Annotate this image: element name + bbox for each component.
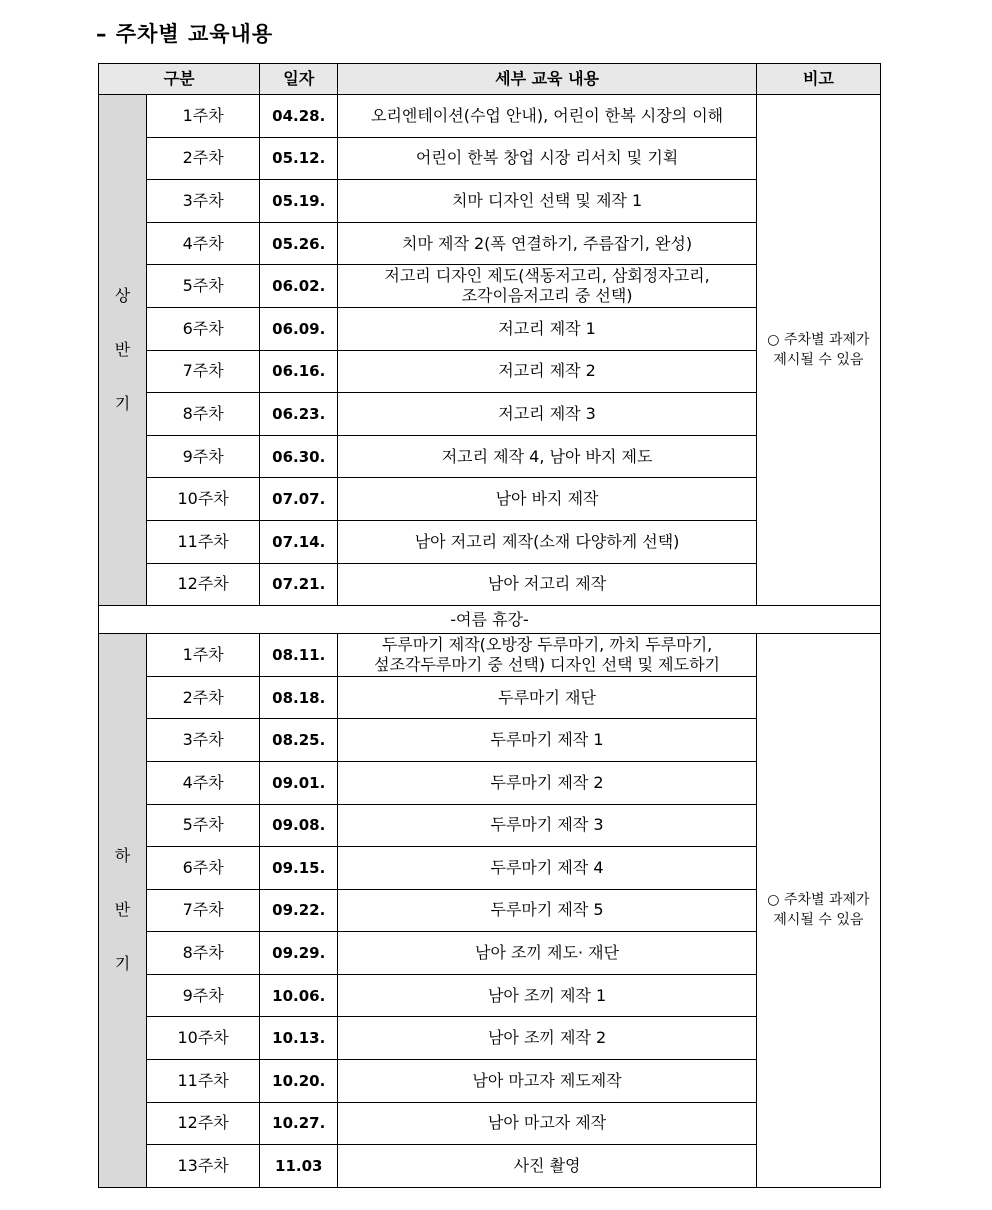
note-line: ○ 주차별 과제가 [767, 892, 870, 909]
content-line: 섶조각두루마기 중 선택) 디자인 선택 및 제도하기 [374, 654, 720, 674]
schedule-body [99, 95, 881, 1188]
table-header-row [99, 64, 881, 95]
content-line: 두루마기 제작 2 [490, 772, 604, 792]
week-cell: 2주차 [147, 676, 260, 719]
content-cell [338, 1017, 757, 1060]
content-line: 두루마기 제작(오방장 두루마기, 까치 두루마기, [381, 634, 713, 654]
content-line: 어린이 한복 창업 시장 리서치 및 기획 [415, 148, 679, 168]
date-cell: 04.28. [260, 95, 338, 138]
table-row [99, 634, 881, 677]
content-line: 조각이음저고리 중 선택) [461, 286, 633, 306]
content-cell [338, 478, 757, 521]
content-line: 치마 제작 2(폭 연결하기, 주름잡기, 완성) [402, 233, 693, 253]
content-line: 두루마기 제작 3 [490, 815, 604, 835]
content-line: 저고리 디자인 제도(색동저고리, 삼회정자고리, [384, 266, 710, 286]
content-line: 두루마기 제작 1 [490, 730, 604, 750]
date-cell: 05.12. [260, 137, 338, 180]
week-cell: 13주차 [147, 1145, 260, 1188]
date-cell: 07.21. [260, 563, 338, 606]
content-cell [338, 393, 757, 436]
content-line: 남아 조끼 제도· 재단 [475, 943, 620, 963]
week-cell: 8주차 [147, 932, 260, 975]
date-cell: 09.29. [260, 932, 338, 975]
week-cell: 3주차 [147, 719, 260, 762]
second-half-note [756, 634, 880, 1188]
content-line: 두루마기 제작 5 [490, 900, 604, 920]
week-cell: 5주차 [147, 265, 260, 308]
date-cell: 07.07. [260, 478, 338, 521]
note-line: 제시될 수 있음 [773, 352, 864, 369]
week-cell: 9주차 [147, 974, 260, 1017]
content-cell [338, 180, 757, 223]
week-cell: 6주차 [147, 847, 260, 890]
content-cell [338, 222, 757, 265]
content-cell [338, 889, 757, 932]
second-half-label-char: 하 [114, 846, 131, 866]
content-line: 남아 저고리 제작 [487, 574, 607, 594]
date-cell: 06.16. [260, 350, 338, 393]
week-cell: 1주차 [147, 95, 260, 138]
content-cell [338, 847, 757, 890]
first-half-label-char: 기 [114, 394, 131, 414]
table-row [99, 95, 881, 138]
content-line: 남아 조끼 제작 1 [487, 985, 607, 1005]
content-line: 남아 마고자 제작 [487, 1113, 607, 1133]
content-line: 남아 저고리 제작(소재 다양하게 선택) [414, 531, 680, 551]
week-cell: 12주차 [147, 1102, 260, 1145]
content-cell [338, 676, 757, 719]
date-cell: 06.30. [260, 435, 338, 478]
content-cell [338, 1145, 757, 1188]
content-cell [338, 974, 757, 1017]
content-cell [338, 719, 757, 762]
week-cell: 4주차 [147, 222, 260, 265]
date-cell: 08.18. [260, 676, 338, 719]
date-cell: 09.01. [260, 761, 338, 804]
week-cell: 9주차 [147, 435, 260, 478]
date-cell: 10.27. [260, 1102, 338, 1145]
content-line: 저고리 제작 1 [498, 318, 596, 338]
week-cell: 7주차 [147, 889, 260, 932]
content-line: 남아 마고자 제도제작 [472, 1070, 622, 1090]
date-cell: 08.11. [260, 634, 338, 677]
date-cell: 07.14. [260, 520, 338, 563]
note-line: 제시될 수 있음 [773, 912, 864, 929]
week-cell: 3주차 [147, 180, 260, 223]
week-cell: 2주차 [147, 137, 260, 180]
week-cell: 10주차 [147, 478, 260, 521]
note-line: ○ 주차별 과제가 [767, 332, 870, 349]
content-cell [338, 563, 757, 606]
content-cell [338, 804, 757, 847]
content-line: 저고리 제작 2 [498, 361, 596, 381]
week-cell: 1주차 [147, 634, 260, 677]
date-cell: 05.26. [260, 222, 338, 265]
content-cell [338, 932, 757, 975]
date-cell: 06.23. [260, 393, 338, 436]
date-cell: 10.20. [260, 1060, 338, 1103]
content-cell [338, 95, 757, 138]
date-cell: 09.22. [260, 889, 338, 932]
date-cell: 06.09. [260, 307, 338, 350]
week-cell: 6주차 [147, 307, 260, 350]
date-cell: 09.15. [260, 847, 338, 890]
content-line: 저고리 제작 4, 남아 바지 제도 [441, 446, 653, 466]
week-cell: 5주차 [147, 804, 260, 847]
first-half-label-char: 상 [114, 286, 131, 306]
week-cell: 4주차 [147, 761, 260, 804]
second-half-label-char: 기 [114, 954, 131, 974]
date-cell: 08.25. [260, 719, 338, 762]
content-cell [338, 265, 757, 308]
content-cell [338, 307, 757, 350]
first-half-note [756, 95, 880, 606]
week-cell: 11주차 [147, 520, 260, 563]
content-cell [338, 761, 757, 804]
week-cell: 12주차 [147, 563, 260, 606]
content-line: 남아 조끼 제작 2 [487, 1028, 607, 1048]
content-cell [338, 435, 757, 478]
content-cell [338, 137, 757, 180]
summer-break-label: -여름 휴강- [99, 606, 881, 634]
page-heading: – 주차별 교육내용 [96, 22, 274, 46]
date-cell: 10.13. [260, 1017, 338, 1060]
content-cell [338, 350, 757, 393]
content-cell [338, 634, 757, 677]
date-cell: 05.19. [260, 180, 338, 223]
date-cell: 10.06. [260, 974, 338, 1017]
week-cell: 11주차 [147, 1060, 260, 1103]
header-section: 구분 [99, 64, 260, 95]
date-cell: 11.03 [260, 1145, 338, 1188]
week-cell: 10주차 [147, 1017, 260, 1060]
second-half-label-char: 반 [114, 900, 131, 920]
first-half-label-char: 반 [114, 340, 131, 360]
content-cell [338, 1102, 757, 1145]
week-cell: 8주차 [147, 393, 260, 436]
content-line: 두루마기 제작 4 [490, 857, 604, 877]
content-line: 남아 바지 제작 [495, 489, 599, 509]
date-cell: 06.02. [260, 265, 338, 308]
first-half-label [99, 95, 147, 606]
content-line: 두루마기 재단 [498, 687, 596, 707]
header-date: 일자 [260, 64, 338, 95]
date-cell: 09.08. [260, 804, 338, 847]
second-half-label [99, 634, 147, 1188]
content-cell [338, 1060, 757, 1103]
header-note: 비고 [756, 64, 880, 95]
header-content: 세부 교육 내용 [338, 64, 757, 95]
content-line: 오리엔테이션(수업 안내), 어린이 한복 시장의 이해 [370, 105, 724, 125]
content-line: 저고리 제작 3 [498, 403, 596, 423]
content-cell [338, 520, 757, 563]
week-cell: 7주차 [147, 350, 260, 393]
content-line: 사진 촬영 [513, 1156, 581, 1176]
schedule-table [98, 63, 881, 1188]
content-line: 치마 디자인 선택 및 제작 1 [451, 190, 643, 210]
summer-break-row [99, 606, 881, 634]
